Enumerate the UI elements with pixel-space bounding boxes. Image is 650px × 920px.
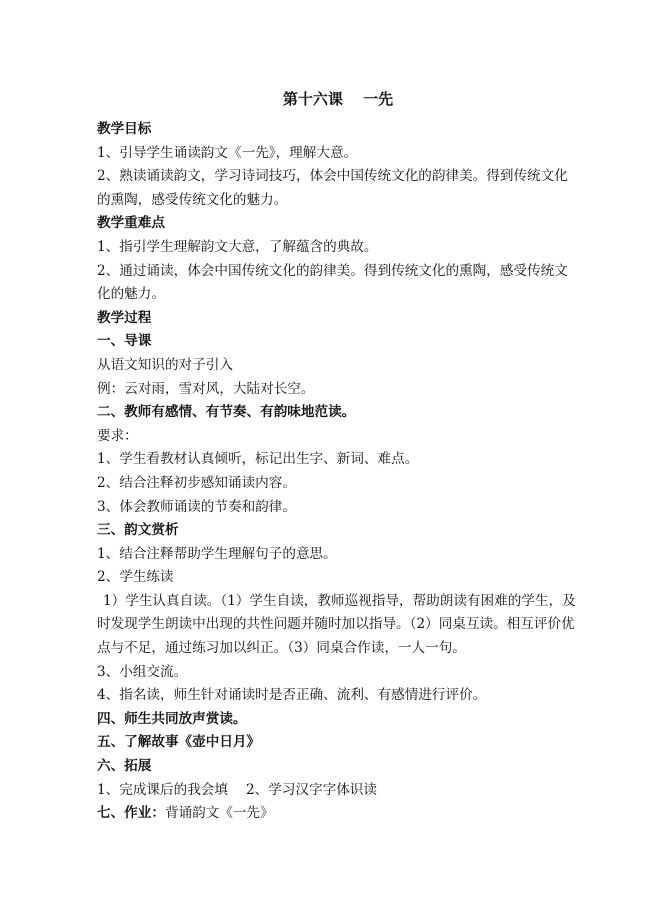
lesson-title: 第十六课 一先 — [282, 90, 394, 108]
section-3-paragraph-line-3: 点与不足，通过练习加以纠正。（3）同桌合作读，一人一句。 — [97, 640, 466, 657]
section-3-item-1: 1、结合注释帮助学生理解句子的意思。 — [97, 545, 337, 562]
section-2-item-3: 3、体会教师诵读的节奏和韵律。 — [97, 498, 296, 515]
section-2-requirements: 要求： — [97, 427, 138, 444]
section-6-item-2: 2、学习汉字字体识读 — [246, 781, 377, 798]
objective-1: 1、引导学生诵读韵文《一先》，理解大意。 — [97, 144, 358, 161]
section-1-heading: 一、导课 — [97, 333, 152, 350]
section-3-heading: 三、韵文赏析 — [97, 522, 179, 539]
process-heading: 教学过程 — [97, 309, 152, 326]
section-1-line-2: 例：云对雨，雪对风，大陆对长空。 — [97, 380, 315, 397]
section-6-heading: 六、拓展 — [97, 758, 152, 775]
section-3-item-3: 3、小组交流。 — [97, 663, 188, 680]
objective-2-line-1: 2、熟读诵读韵文，学习诗词技巧，体会中国传统文化的韵律美。得到传统文化 — [97, 168, 568, 185]
section-2-heading: 二、教师有感情、有节奏、有韵味地范读。 — [97, 404, 356, 421]
objectives-heading: 教学目标 — [97, 121, 152, 137]
section-5-heading: 五、了解故事《壶中日月》 — [97, 734, 261, 751]
section-3-item-4: 4、指名读，师生针对诵读时是否正确、流利、有感情进行评价。 — [97, 687, 487, 704]
section-3-item-2: 2、学生练读 — [97, 569, 174, 586]
section-7-label: 七、作业： — [97, 805, 165, 822]
difficulty-1: 1、指引学生理解韵文大意，了解蕴含的典故。 — [97, 238, 378, 255]
difficulty-2-line-2: 化的魅力。 — [97, 286, 165, 303]
section-3-paragraph-line-1: 1）学生认真自读。（1）学生自读，教师巡视指导，帮助朗读有困难的学生，及 — [103, 592, 576, 609]
section-7-text: 背诵韵文《一先》 — [164, 805, 274, 822]
section-1-line-1: 从语文知识的对子引入 — [97, 356, 233, 373]
section-7-homework — [97, 802, 567, 826]
objective-2-line-2: 的熏陶，感受传统文化的魅力。 — [97, 191, 288, 208]
section-6-items — [97, 779, 567, 803]
difficulty-2-line-1: 2、通过诵读，体会中国传统文化的韵律美。得到传统文化的熏陶，感受传统文 — [97, 262, 568, 279]
document-page — [97, 88, 576, 826]
section-4-heading: 四、师生共同放声赏读。 — [97, 710, 247, 727]
section-6-item-1: 1、完成课后的我会填 — [97, 781, 228, 798]
section-2-item-2: 2、结合注释初步感知诵读内容。 — [97, 474, 296, 491]
difficulty-heading: 教学重难点 — [97, 215, 165, 232]
section-3-paragraph-line-2: 时发现学生朗读中出现的共性问题并随时加以指导。（2）同桌互读。相互评价优 — [97, 616, 575, 633]
section-2-item-1: 1、学生看教材认真倾听，标记出生字、新词、难点。 — [97, 451, 419, 468]
